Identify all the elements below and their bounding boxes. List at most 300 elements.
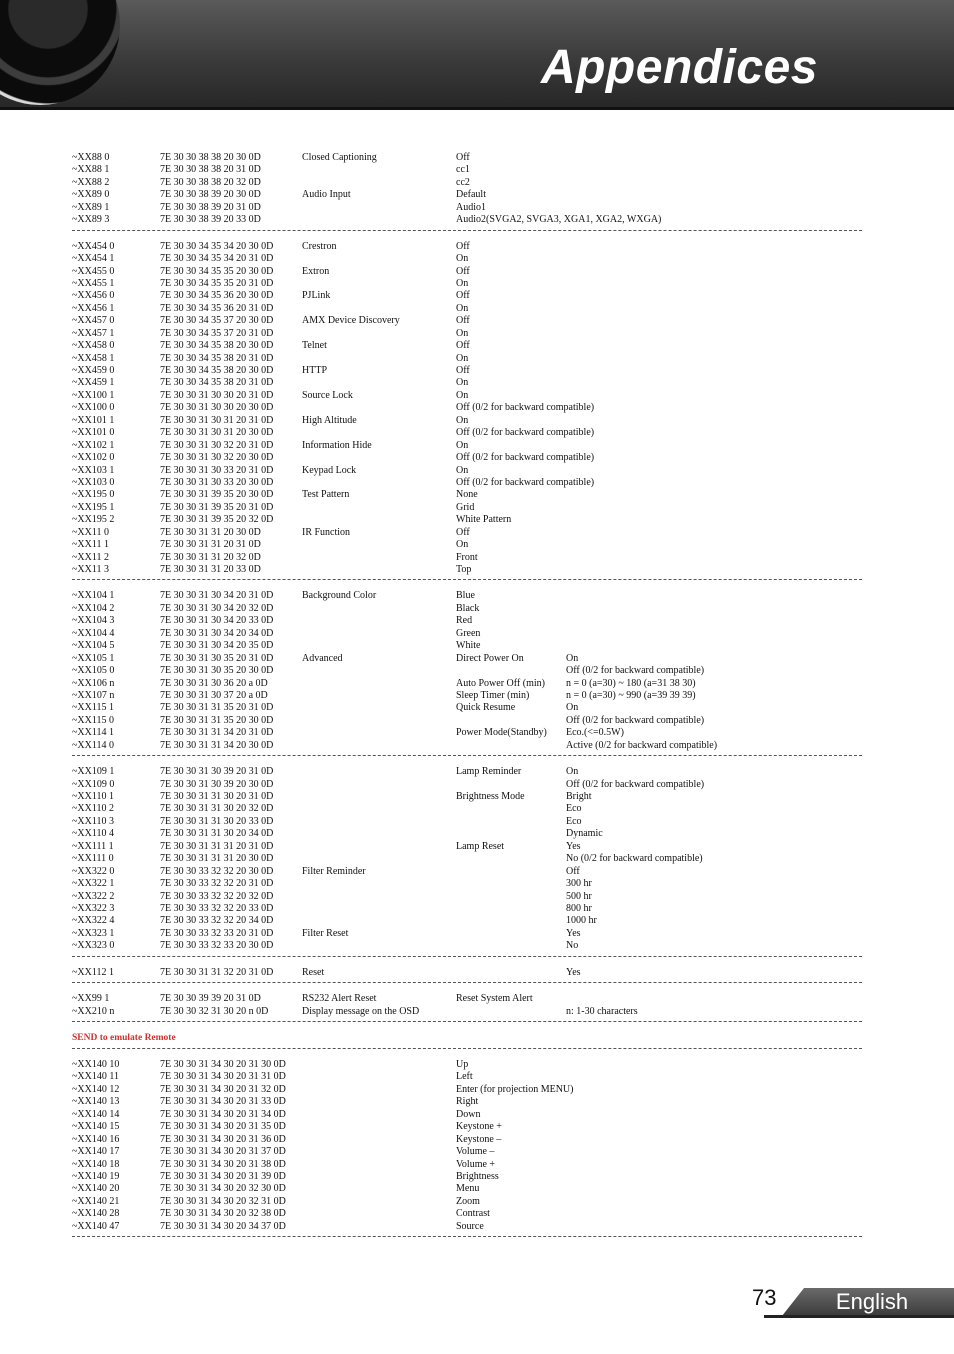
ascii-code: 7E 30 30 33 32 33 20 30 0D — [160, 940, 274, 952]
option-description: Direct Power On — [456, 652, 524, 664]
option-description: Off — [456, 240, 470, 252]
ascii-code: 7E 30 30 31 34 30 20 31 33 0D — [160, 1096, 286, 1108]
ascii-code: 7E 30 30 31 34 30 20 31 31 0D — [160, 1071, 286, 1083]
ascii-code: 7E 30 30 34 35 38 20 31 0D — [160, 352, 274, 364]
command-code: ~XX455 1 — [72, 277, 115, 289]
ascii-code: 7E 30 30 31 30 34 20 34 0D — [160, 627, 274, 639]
table-row — [72, 328, 864, 340]
command-code: ~XX140 21 — [72, 1195, 120, 1207]
option-description: Blue — [456, 590, 475, 602]
command-code: ~XX458 1 — [72, 352, 115, 364]
command-code: ~XX110 1 — [72, 791, 114, 802]
table-row — [72, 390, 864, 402]
function-name: Telnet — [302, 340, 327, 352]
section-divider — [72, 1236, 862, 1237]
ascii-code: 7E 30 30 34 35 37 20 31 0D — [160, 327, 274, 339]
command-code: ~XX140 12 — [72, 1083, 120, 1095]
option-value: Off — [566, 865, 580, 877]
ascii-code: 7E 30 30 31 39 35 20 32 0D — [160, 514, 274, 526]
language-label: English — [835, 1289, 909, 1314]
function-name: AMX Device Discovery — [302, 315, 400, 327]
option-description: On — [456, 377, 469, 389]
ascii-code: 7E 30 30 32 31 30 20 n 0D — [160, 1005, 269, 1017]
option-value: Bright — [566, 791, 592, 802]
ascii-code: 7E 30 30 31 30 32 20 31 0D — [160, 439, 274, 451]
function-name: Extron — [302, 265, 330, 277]
table-row — [72, 590, 864, 602]
ascii-code: 7E 30 30 38 39 20 33 0D — [160, 214, 261, 226]
ascii-code: 7E 30 30 31 31 31 20 30 0D — [160, 853, 274, 865]
command-code: ~XX322 2 — [72, 890, 115, 902]
table-row — [72, 803, 864, 815]
command-code: ~XX459 0 — [72, 365, 115, 376]
table-row — [72, 967, 864, 979]
ascii-code: 7E 30 30 39 39 20 31 0D — [160, 993, 261, 1005]
option-value: n: 1-30 characters — [566, 1005, 638, 1017]
footer-swoosh — [764, 1315, 954, 1318]
section-divider — [72, 230, 862, 231]
table-row — [72, 214, 864, 226]
table-row — [72, 740, 864, 752]
table-row — [72, 527, 864, 539]
table-row — [72, 928, 864, 940]
command-code: ~XX89 1 — [72, 201, 110, 213]
table-row — [72, 640, 864, 652]
table-row — [72, 315, 864, 327]
table-row — [72, 853, 864, 865]
option-description: Brightness — [456, 1170, 499, 1182]
option-description: On — [456, 352, 469, 364]
command-code: ~XX323 0 — [72, 940, 115, 952]
table-row — [72, 866, 864, 878]
table-row — [72, 402, 864, 414]
ascii-code: 7E 30 30 34 35 38 20 31 0D — [160, 377, 274, 389]
ascii-code: 7E 30 30 33 32 33 20 31 0D — [160, 927, 274, 939]
table-row — [72, 552, 864, 564]
ascii-code: 7E 30 30 31 30 35 20 31 0D — [160, 652, 274, 664]
table-row — [72, 290, 864, 302]
table-row — [72, 779, 864, 791]
table-row — [72, 727, 864, 739]
ascii-code: 7E 30 30 31 31 31 20 31 0D — [160, 840, 274, 852]
option-description: Zoom — [456, 1195, 480, 1207]
option-value: Eco — [566, 803, 582, 815]
option-description: On — [456, 253, 469, 265]
table-row — [72, 489, 864, 501]
option-description: Off (0/2 for backward compatible) — [456, 476, 595, 488]
ascii-code: 7E 30 30 34 35 38 20 30 0D — [160, 340, 274, 352]
option-description: cc1 — [456, 164, 470, 176]
option-description: None — [456, 489, 478, 501]
ascii-code: 7E 30 30 31 30 34 20 33 0D — [160, 615, 274, 627]
function-name: Source Lock — [302, 389, 353, 401]
option-description: Left — [456, 1071, 473, 1083]
ascii-code: 7E 30 30 31 30 34 20 31 0D — [160, 590, 274, 602]
option-value: Eco — [566, 815, 582, 827]
command-code: ~XX140 16 — [72, 1133, 120, 1145]
ascii-code: 7E 30 30 34 35 34 20 30 0D — [160, 240, 274, 252]
section-divider — [72, 956, 862, 957]
option-description: Top — [456, 564, 472, 575]
ascii-code: 7E 30 30 31 34 30 20 32 38 0D — [160, 1208, 286, 1220]
table-row — [72, 502, 864, 514]
command-code: ~XX210 n — [72, 1005, 115, 1017]
table-row — [72, 603, 864, 615]
ascii-code: 7E 30 30 31 34 30 20 31 32 0D — [160, 1083, 286, 1095]
ascii-code: 7E 30 30 31 30 33 20 30 0D — [160, 476, 274, 488]
ascii-code: 7E 30 30 31 31 32 20 31 0D — [160, 966, 274, 978]
command-code: ~XX112 1 — [72, 966, 114, 978]
command-code: ~XX89 3 — [72, 214, 110, 226]
option-description: Default — [456, 189, 486, 201]
table-row — [72, 653, 864, 665]
command-code: ~XX103 1 — [72, 464, 115, 476]
table-row — [72, 1134, 864, 1146]
table-row — [72, 1208, 864, 1220]
option-value: Dynamic — [566, 828, 603, 840]
ascii-code: 7E 30 30 31 30 34 20 35 0D — [160, 640, 274, 652]
ascii-code: 7E 30 30 31 31 30 20 32 0D — [160, 803, 274, 815]
section-divider — [72, 1021, 862, 1022]
option-description: Audio2(SVGA2, SVGA3, XGA1, XGA2, WXGA) — [456, 214, 662, 226]
table-row — [72, 791, 864, 803]
table-row — [72, 340, 864, 352]
ascii-code: 7E 30 30 31 31 35 20 31 0D — [160, 702, 274, 714]
command-code: ~XX140 20 — [72, 1183, 120, 1195]
table-row — [72, 278, 864, 290]
command-code: ~XX140 10 — [72, 1059, 120, 1070]
table-row — [72, 665, 864, 677]
table-row — [72, 1096, 864, 1108]
function-name: High Altitude — [302, 414, 357, 426]
option-description: Auto Power Off (min) — [456, 677, 545, 689]
option-description: Off (0/2 for backward compatible) — [456, 427, 595, 439]
option-description: Quick Resume — [456, 702, 516, 714]
projector-lens-graphic — [0, 0, 120, 105]
option-description: Down — [456, 1108, 481, 1120]
table-row — [72, 514, 864, 526]
function-name: IR Function — [302, 526, 351, 538]
ascii-code: 7E 30 30 31 39 35 20 31 0D — [160, 501, 274, 513]
command-code: ~XX457 0 — [72, 315, 115, 327]
table-row — [72, 878, 864, 890]
command-code: ~XX104 1 — [72, 590, 115, 602]
command-code: ~XX140 17 — [72, 1146, 120, 1158]
command-code: ~XX140 19 — [72, 1170, 120, 1182]
option-description: Right — [456, 1096, 479, 1108]
table-row — [72, 891, 864, 903]
function-name: Crestron — [302, 240, 337, 252]
option-description: Black — [456, 602, 480, 614]
ascii-code: 7E 30 30 31 30 36 20 a 0D — [160, 677, 268, 689]
table-row — [72, 241, 864, 253]
table-row — [72, 266, 864, 278]
option-description: On — [456, 327, 469, 339]
command-code: ~XX111 1 — [72, 840, 114, 852]
page-title: Appendices — [540, 41, 818, 94]
ascii-code: 7E 30 30 31 39 35 20 30 0D — [160, 489, 274, 501]
ascii-code: 7E 30 30 38 38 20 32 0D — [160, 176, 261, 188]
option-description: Off — [456, 265, 470, 277]
option-description: Off — [456, 315, 470, 327]
option-value: Active (0/2 for backward compatible) — [566, 739, 718, 751]
option-description: Front — [456, 551, 478, 563]
section-divider — [72, 579, 862, 580]
ascii-code: 7E 30 30 31 34 30 20 31 30 0D — [160, 1059, 286, 1070]
option-value: n = 0 (a=30) ~ 180 (a=31 38 30) — [566, 677, 696, 689]
option-value: No — [566, 940, 579, 952]
command-code: ~XX88 1 — [72, 164, 110, 176]
function-name: RS232 Alert Reset — [302, 993, 377, 1005]
command-code: ~XX104 3 — [72, 615, 115, 627]
ascii-code: 7E 30 30 31 31 30 20 34 0D — [160, 828, 274, 840]
option-value: 500 hr — [566, 890, 592, 902]
option-description: Off — [456, 290, 470, 302]
function-name: Closed Captioning — [302, 152, 377, 163]
command-code: ~XX140 13 — [72, 1096, 120, 1108]
command-code: ~XX107 n — [72, 689, 115, 701]
table-row — [72, 993, 864, 1005]
ascii-code: 7E 30 30 34 35 35 20 30 0D — [160, 265, 274, 277]
option-description: Volume + — [456, 1158, 496, 1170]
option-description: Lamp Reset — [456, 840, 505, 852]
ascii-code: 7E 30 30 38 38 20 30 0D — [160, 152, 261, 163]
ascii-code: 7E 30 30 31 34 30 20 34 37 0D — [160, 1220, 286, 1232]
ascii-code: 7E 30 30 31 31 20 31 0D — [160, 539, 261, 551]
command-code: ~XX102 0 — [72, 452, 115, 464]
ascii-code: 7E 30 30 33 32 32 20 34 0D — [160, 915, 274, 927]
command-code: ~XX322 0 — [72, 865, 115, 877]
command-code: ~XX457 1 — [72, 327, 115, 339]
command-code: ~XX115 1 — [72, 702, 114, 714]
ascii-code: 7E 30 30 31 31 20 32 0D — [160, 551, 261, 563]
table-row — [72, 465, 864, 477]
command-code: ~XX115 0 — [72, 714, 114, 726]
command-code: ~XX456 0 — [72, 290, 115, 302]
table-row — [72, 177, 864, 189]
command-code: ~XX104 2 — [72, 602, 115, 614]
ascii-code: 7E 30 30 31 30 32 20 30 0D — [160, 452, 274, 464]
ascii-code: 7E 30 30 31 30 39 20 31 0D — [160, 766, 274, 778]
table-row — [72, 1159, 864, 1171]
option-description: Reset System Alert — [456, 993, 533, 1005]
option-value: Off (0/2 for backward compatible) — [566, 665, 705, 677]
option-description: Contrast — [456, 1208, 490, 1220]
table-row — [72, 690, 864, 702]
table-row — [72, 1084, 864, 1096]
ascii-code: 7E 30 30 31 34 30 20 31 35 0D — [160, 1121, 286, 1133]
ascii-code: 7E 30 30 31 31 34 20 31 0D — [160, 727, 274, 739]
table-row — [72, 253, 864, 265]
command-code: ~XX89 0 — [72, 189, 110, 201]
table-row — [72, 828, 864, 840]
command-code: ~XX454 1 — [72, 253, 115, 265]
table-row — [72, 903, 864, 915]
option-description: Lamp Reminder — [456, 766, 522, 778]
option-description: Menu — [456, 1183, 480, 1195]
command-code: ~XX322 4 — [72, 915, 115, 927]
option-description: Keystone – — [456, 1133, 502, 1145]
option-description: On — [456, 414, 469, 426]
option-value: Yes — [566, 966, 581, 978]
option-value: Yes — [566, 927, 581, 939]
ascii-code: 7E 30 30 31 31 20 33 0D — [160, 564, 261, 575]
table-row — [72, 841, 864, 853]
table-row — [72, 1121, 864, 1133]
rs232-command-table — [72, 152, 864, 1247]
option-description: Off (0/2 for backward compatible) — [456, 402, 595, 414]
command-code: ~XX105 1 — [72, 652, 115, 664]
table-row — [72, 1183, 864, 1195]
command-code: ~XX104 4 — [72, 627, 115, 639]
ascii-code: 7E 30 30 33 32 32 20 31 0D — [160, 878, 274, 890]
table-row — [72, 564, 864, 576]
command-code: ~XX322 1 — [72, 878, 115, 890]
table-row — [72, 202, 864, 214]
option-description: On — [456, 539, 469, 551]
table-row — [72, 452, 864, 464]
function-name: Information Hide — [302, 439, 372, 451]
ascii-code: 7E 30 30 31 34 30 20 31 37 0D — [160, 1146, 286, 1158]
table-row — [72, 766, 864, 778]
command-code: ~XX111 0 — [72, 853, 114, 865]
command-code: ~XX140 11 — [72, 1071, 119, 1083]
table-row — [72, 303, 864, 315]
table-row — [72, 1006, 864, 1018]
option-description: Off — [456, 152, 470, 163]
command-code: ~XX11 2 — [72, 551, 109, 563]
option-description: Green — [456, 627, 481, 639]
ascii-code: 7E 30 30 34 35 37 20 30 0D — [160, 315, 274, 327]
function-name: Display message on the OSD — [302, 1005, 420, 1017]
command-code: ~XX103 0 — [72, 476, 115, 488]
section-divider — [72, 1048, 862, 1049]
option-value: 1000 hr — [566, 915, 597, 927]
command-code: ~XX110 4 — [72, 828, 114, 840]
ascii-code: 7E 30 30 31 30 35 20 30 0D — [160, 665, 274, 677]
ascii-code: 7E 30 30 31 34 30 20 31 39 0D — [160, 1170, 286, 1182]
command-code: ~XX105 0 — [72, 665, 115, 677]
function-name: Advanced — [302, 652, 343, 664]
function-name: Audio Input — [302, 189, 351, 201]
option-description: Keystone + — [456, 1121, 502, 1133]
function-name: Filter Reminder — [302, 865, 366, 877]
command-code: ~XX11 3 — [72, 564, 109, 575]
table-row — [72, 1071, 864, 1083]
option-description: Off — [456, 526, 470, 538]
option-value: Yes — [566, 840, 581, 852]
function-name: Keypad Lock — [302, 464, 357, 476]
ascii-code: 7E 30 30 31 30 31 20 30 0D — [160, 427, 274, 439]
table-row — [72, 1059, 864, 1071]
option-description: On — [456, 464, 469, 476]
table-row — [72, 152, 864, 164]
command-code: ~XX322 3 — [72, 902, 115, 914]
table-row — [72, 628, 864, 640]
table-row — [72, 940, 864, 952]
ascii-code: 7E 30 30 31 30 30 20 30 0D — [160, 402, 274, 414]
table-row — [72, 189, 864, 201]
table-row — [72, 440, 864, 452]
table-row — [72, 353, 864, 365]
option-value: On — [566, 766, 579, 778]
table-row — [72, 539, 864, 551]
ascii-code: 7E 30 30 38 39 20 30 0D — [160, 189, 261, 201]
command-code: ~XX102 1 — [72, 439, 115, 451]
command-code: ~XX101 1 — [72, 414, 115, 426]
ascii-code: 7E 30 30 31 30 37 20 a 0D — [160, 689, 268, 701]
table-row — [72, 365, 864, 377]
ascii-code: 7E 30 30 31 34 30 20 31 38 0D — [160, 1158, 286, 1170]
ascii-code: 7E 30 30 38 39 20 31 0D — [160, 201, 261, 213]
option-value: n = 0 (a=30) ~ 990 (a=39 39 39) — [566, 689, 696, 701]
ascii-code: 7E 30 30 31 30 31 20 31 0D — [160, 414, 274, 426]
command-code: ~XX195 2 — [72, 514, 115, 526]
ascii-code: 7E 30 30 31 31 35 20 30 0D — [160, 714, 274, 726]
table-row — [72, 816, 864, 828]
option-description: Brightness Mode — [456, 791, 525, 802]
function-name: Reset — [302, 966, 325, 978]
command-code: ~XX11 1 — [72, 539, 109, 551]
command-code: ~XX140 28 — [72, 1208, 120, 1220]
option-value: 800 hr — [566, 902, 592, 914]
table-row — [72, 477, 864, 489]
table-row — [72, 1171, 864, 1183]
table-row — [72, 427, 864, 439]
table-row — [72, 415, 864, 427]
command-code: ~XX140 15 — [72, 1121, 120, 1133]
page-number: 73 — [752, 1285, 777, 1310]
ascii-code: 7E 30 30 31 34 30 20 32 31 0D — [160, 1195, 286, 1207]
option-description: White — [456, 640, 481, 652]
option-description: White Pattern — [456, 514, 512, 526]
command-code: ~XX11 0 — [72, 526, 109, 538]
command-code: ~XX114 0 — [72, 739, 114, 751]
ascii-code: 7E 30 30 31 30 34 20 32 0D — [160, 602, 274, 614]
command-code: ~XX455 0 — [72, 265, 115, 277]
ascii-code: 7E 30 30 31 34 30 20 31 34 0D — [160, 1108, 286, 1120]
option-description: On — [456, 389, 469, 401]
page-footer — [752, 1285, 954, 1318]
option-value: Off (0/2 for backward compatible) — [566, 778, 705, 790]
ascii-code: 7E 30 30 34 35 35 20 31 0D — [160, 277, 274, 289]
table-row — [72, 1196, 864, 1208]
option-description: Enter (for projection MENU) — [456, 1083, 574, 1095]
function-name: Filter Reset — [302, 927, 349, 939]
option-value: On — [566, 702, 579, 714]
ascii-code: 7E 30 30 38 38 20 31 0D — [160, 164, 261, 176]
table-row — [72, 1109, 864, 1121]
table-row — [72, 702, 864, 714]
function-name: HTTP — [302, 365, 327, 376]
command-code: ~XX101 0 — [72, 427, 115, 439]
option-value: No (0/2 for backward compatible) — [566, 853, 703, 865]
table-row — [72, 1221, 864, 1233]
command-code: ~XX195 0 — [72, 489, 115, 501]
command-code: ~XX106 n — [72, 677, 115, 689]
table-row — [72, 377, 864, 389]
page-header — [0, 0, 954, 110]
option-description: On — [456, 302, 469, 314]
ascii-code: 7E 30 30 31 31 30 20 31 0D — [160, 791, 274, 802]
command-code: ~XX100 0 — [72, 402, 115, 414]
command-code: ~XX140 14 — [72, 1108, 120, 1120]
option-description: cc2 — [456, 176, 470, 188]
ascii-code: 7E 30 30 31 34 30 20 31 36 0D — [160, 1133, 286, 1145]
option-description: Audio1 — [456, 201, 486, 213]
option-description: Off (0/2 for backward compatible) — [456, 452, 595, 464]
ascii-code: 7E 30 30 34 35 36 20 31 0D — [160, 302, 274, 314]
